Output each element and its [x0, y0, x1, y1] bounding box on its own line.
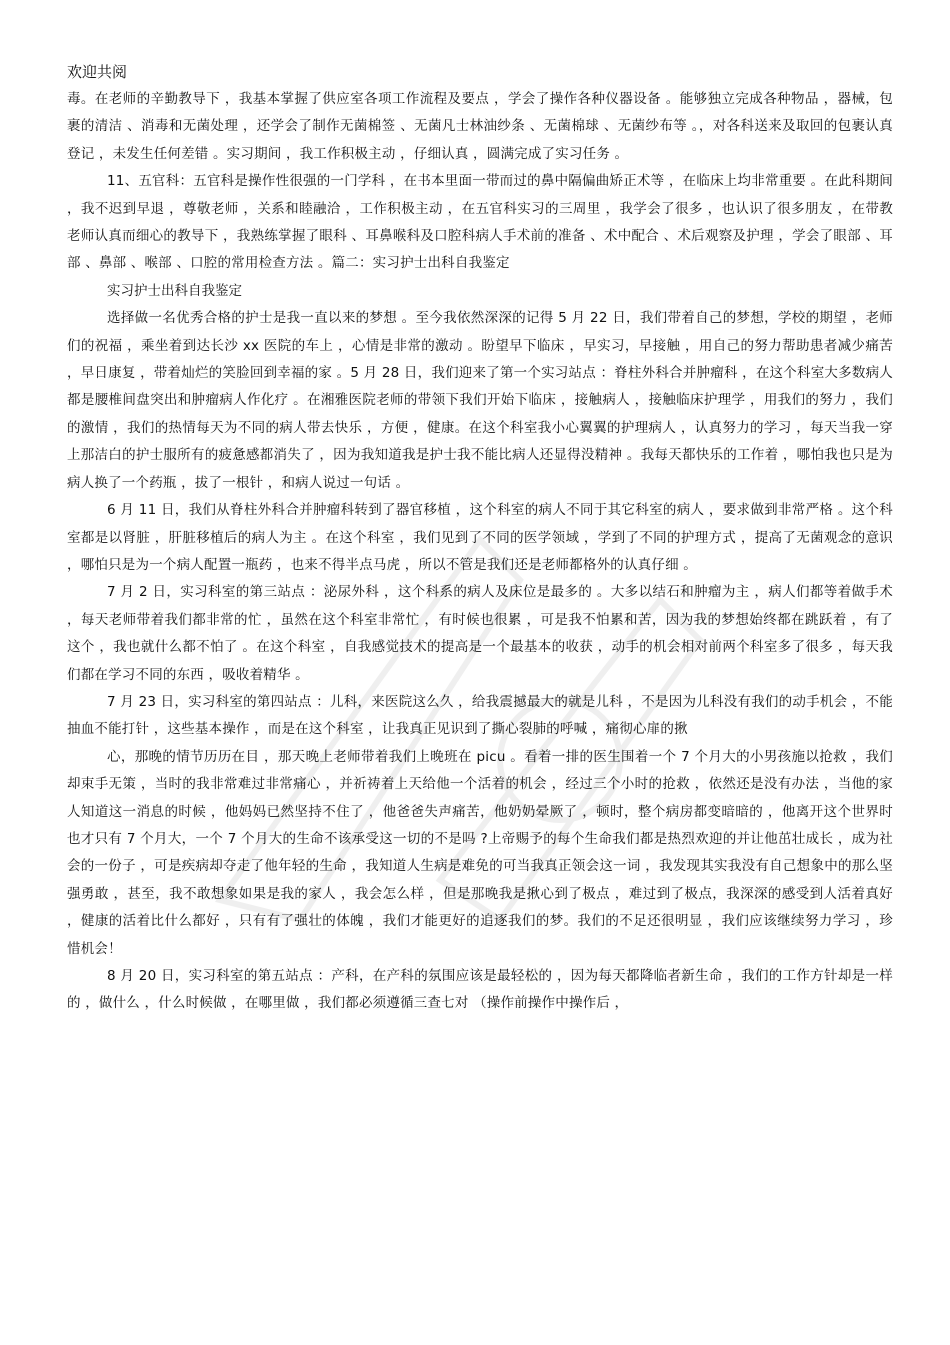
page-header: 欢迎共阅 — [67, 63, 128, 81]
section-subtitle: 实习护士出科自我鉴定 — [107, 282, 242, 299]
document-page — [67, 58, 893, 1018]
paragraph-pediatrics-cont: 心，那晚的情节历历在目 ，那天晚上老师带着我们上晚班在 picu 。看着一排的医生围着一个 7 个月大的小男孩施以抢救 ，我们却束手无策 ，当时的我非常难过非常痛心 ，并祈祷着上天给他一个活着的机会 ，经过三个小时的抢救 ，依然还是没有办法 ，当他的家人知道这一消息的时候 ，他妈妈已然坚持不住了 ，他爸爸失声痛苦，他奶奶晕厥了 ，顿时，整个病房都变暗暗的 ，他离开这个世界时也才只有 7 个月大，一个 7 个月大的生命不该承受这一切的不是吗 ?上帝赐予的每个生命我们都是热烈欢迎的并让他茁壮成长 ，成为社会的一份子 ，可是疾病却夺走了他年轻的生命 ，我知道人生病是难免的可当我真正领会这一词 ，我发现其实我没有自己想象中的那么坚强勇敢 ，甚至，我不敢想象如果是我的家人 ，我会怎么样 ，但是那晚我是揪心到了极点 ，难过到了极点，我深深的感受到人活着真好 ，健康的活着比什么都好 ，只有有了强壮的体魄 ，我们才能更好的追逐我们的梦。我们的不足还很明显 ，我们应该继续努力学习 ，珍惜机会！ — [67, 748, 893, 957]
paragraph-urology: 7 月 2 日，实习科室的第三站点 ：泌尿外科 ，这个科系的病人及床位是最多的 。大多以结石和肿瘤为主 ，病人们都等着做手术 ，每天老师带着我们都非常的忙 ，虽然在这个科室非常忙 ，有时候也很累 ，可是我不怕累和苦，因为我的梦想始终都在跳跃着 ，有了这个 ，我也就什么都不怕了 。在这个科室 ，自我感觉技术的提高是一个最基本的收获 ，动手的机会相对前两个科室多了很多 ，每天我们都在学习不同的东西 ，吸收着精华 。 — [67, 584, 893, 683]
paragraph-transplant: 6 月 11 日，我们从脊柱外科合并肿瘤科转到了器官移植 ，这个科室的病人不同于其它科室的病人 ，要求做到非常严格 。这个科室都是以肾脏 ，肝脏移植后的病人为主 。在这个科室 ，我们见到了不同的医学领域 ，学到了不同的护理方式 ，提高了无菌观念的意识 ，哪怕只是为一个病人配置一瓶药 ，也来不得半点马虎 ，所以不管是我们还是老师都格外的认真仔细 。 — [67, 502, 893, 573]
paragraph-pediatrics: 7 月 23 日，实习科室的第四站点 ：儿科，来医院这么久 ，给我震撼最大的就是儿科 ，不是因为儿科没有我们的动手机会 ，不能抽血不能打针 ，这些基本操作 ，而是在这个科室 ，让我真正见识到了撕心裂肺的呼喊 ，痛彻心扉的揪 — [67, 693, 893, 738]
paragraph-supply-room: 毒。在老师的辛勤教导下 ，我基本掌握了供应室各项工作流程及要点 ，学会了操作各种仪器设备 。能够独立完成各种物品 ，器械，包裹的清洁 、消毒和无菌处理 ，还学会了制作无菌棉签 、无菌凡士林油纱条 、无菌棉球 、无菌纱布等 。，对各科送来及取回的包裹认真登记 ，未发生任何差错 。实习期间 ，我工作积极主动 ，仔细认真 ，圆满完成了实习任务 。 — [67, 91, 893, 162]
paragraph-first-station: 选择做一名优秀合格的护士是我一直以来的梦想 。至今我依然深深的记得 5 月 22 日，我们带着自己的梦想，学校的期望 ，老师们的祝福 ，乘坐着到达长沙 xx 医院的车上 ，心情是非常的激动 。盼望早下临床 ，早实习，早接触 ，用自己的努力帮助患者减少痛苦 ，早日康复 ，带着灿烂的笑脸回到幸福的家 。5 月 28 日，我们迎来了第一个实习站点 ：脊柱外科合并肿瘤科 ，在这个科室大多数病人都是腰椎间盘突出和肿瘤病人作化疗 。在湘雅医院老师的带领下我们开始下临床 ，接触病人 ，接触临床护理学 ，用我们的努力 ，我们的激情 ，我们的热情每天为不同的病人带去快乐 ，方便 ，健康。在这个科室我小心翼翼的护理病人 ，认真努力的学习 ，每天当我一穿上那洁白的护士服所有的疲惫感都消失了 ，因为我知道我是护士我不能比病人还显得没精神 。我每天都快乐的工作着 ，哪怕我也只是为病人换了一个药瓶 ，拔了一根针 ，和病人说过一句话 。 — [67, 310, 893, 491]
paragraph-obstetrics: 8 月 20 日，实习科室的第五站点 ：产科，在产科的氛围应该是最轻松的 ，因为每天都降临者新生命 ，我们的工作方针却是一样的 ，做什么 ，什么时候做 ，在哪里做 ，我们都必须遵循三查七对 （操作前操作中操作后 ， — [67, 968, 893, 1012]
paragraph-ent: 11、五官科：五官科是操作性很强的一门学科 ，在书本里面一带而过的鼻中隔偏曲矫正术等 ，在临床上均非常重要 。在此科期间 ，我不迟到早退 ，尊敬老师 ，关系和睦融洽 ，工作积极主动 ，在五官科实习的三周里 ，我学会了很多 ，也认识了很多朋友 ，在带教老师认真而细心的教导下 ，我熟练掌握了眼科 、耳鼻喉科及口腔科病人手术前的准备 、术中配合 、术后观察及护理 ，学会了眼部 、耳部 、鼻部 、喉部 、口腔的常用检查方法 。篇二：实习护士出科自我鉴定 — [67, 173, 893, 272]
